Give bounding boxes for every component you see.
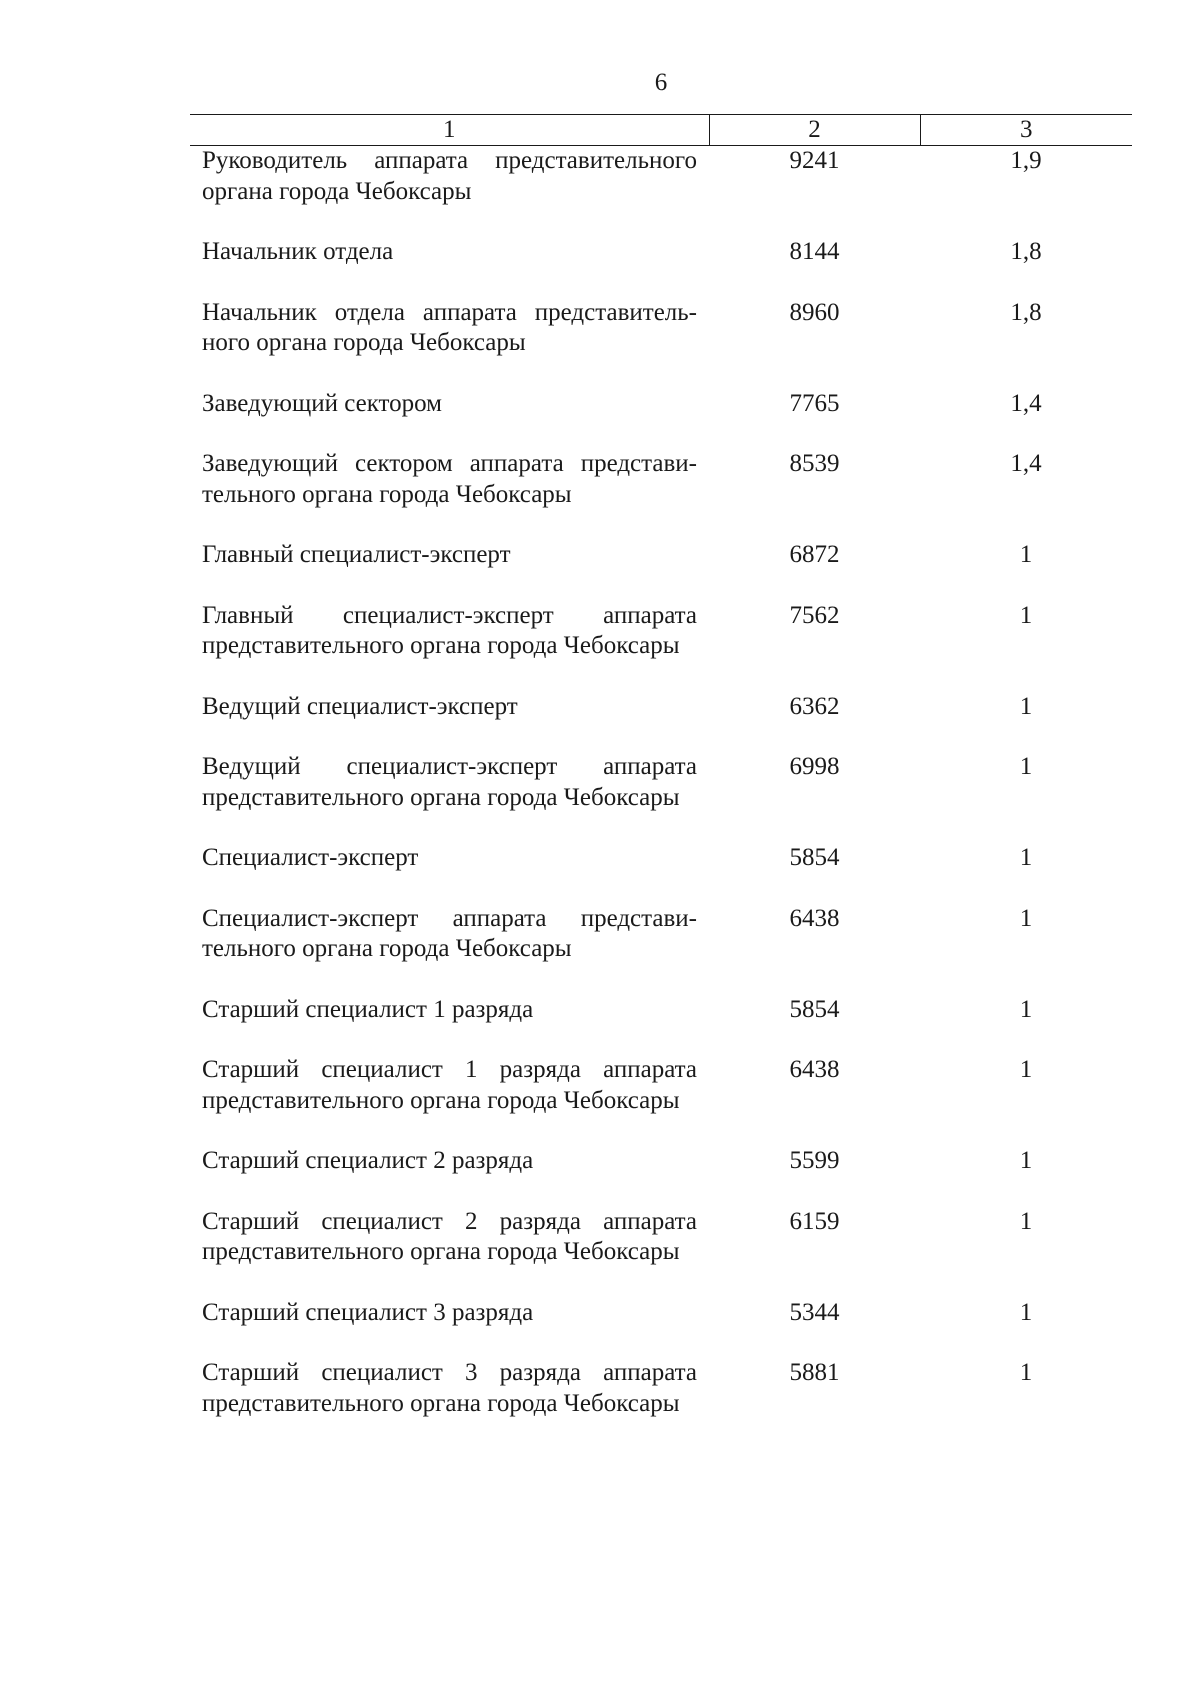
salary-table <box>190 114 1132 1449</box>
position-name: Специалист-эксперт аппарата представительного органа города Чебоксары <box>202 904 697 962</box>
salary-value: 6362 <box>789 692 840 720</box>
position-name: Начальник отдела аппарата представительного органа города Чебоксары <box>202 298 697 356</box>
table-row <box>190 1207 1132 1298</box>
salary-value: 8144 <box>789 238 840 265</box>
page-number: 6 <box>654 69 668 96</box>
position-name: Ведущий специалист-эксперт аппарата представительного органа города Чебоксары <box>202 753 697 811</box>
table-row <box>190 1358 1132 1449</box>
coefficient-value: 1,4 <box>1010 389 1042 417</box>
column-header-2: 2 <box>709 115 920 146</box>
coefficient-value: 1,8 <box>1010 298 1042 326</box>
table-body <box>190 146 1132 1450</box>
coefficient-value: 1 <box>1019 1147 1033 1174</box>
table-row <box>190 601 1132 692</box>
position-name: Главный специалист-эксперт аппарата представительного органа города Чебоксары <box>202 601 697 659</box>
column-header-3: 3 <box>920 115 1132 146</box>
table-row <box>190 298 1132 389</box>
coefficient-value: 1 <box>1019 1056 1033 1083</box>
table-row <box>190 692 1132 753</box>
coefficient-value: 1 <box>1019 1207 1033 1235</box>
position-name: Начальник отдела <box>202 238 394 265</box>
coefficient-value: 1 <box>1019 753 1033 780</box>
table-row <box>190 752 1132 843</box>
coefficient-value: 1 <box>1019 692 1033 720</box>
column-header-1: 1 <box>190 115 709 146</box>
position-name: Старший специалист 2 разряда аппарата представительного органа города Чебоксары <box>202 1207 697 1265</box>
salary-value: 5854 <box>789 995 840 1023</box>
position-name: Руководитель аппарата представительного органа города Чебоксары <box>202 147 697 205</box>
table-row <box>190 389 1132 450</box>
coefficient-value: 1 <box>1019 541 1033 568</box>
coefficient-value: 1,4 <box>1010 450 1042 477</box>
coefficient-value: 1,9 <box>1010 147 1042 174</box>
position-name: Ведущий специалист-эксперт <box>202 692 518 720</box>
table-row <box>190 843 1132 904</box>
coefficient-value: 1 <box>1019 995 1033 1023</box>
salary-value: 5599 <box>789 1147 840 1174</box>
table-row <box>190 1146 1132 1207</box>
salary-value: 7765 <box>789 389 840 417</box>
table-row <box>190 540 1132 601</box>
position-name: Заведующий сектором <box>202 389 442 417</box>
coefficient-value: 1 <box>1019 904 1033 932</box>
table-row <box>190 146 1132 238</box>
coefficient-value: 1 <box>1019 1359 1033 1386</box>
position-name: Старший специалист 2 разряда <box>202 1147 534 1174</box>
salary-value: 8960 <box>789 298 840 326</box>
position-name: Заведующий сектором аппарата представительного органа города Чебоксары <box>202 450 697 508</box>
position-name: Старший специалист 3 разряда <box>202 1298 534 1326</box>
table-header <box>190 115 1132 146</box>
position-name: Старший специалист 1 разряда <box>202 995 534 1023</box>
table-row <box>190 904 1132 995</box>
table-row <box>190 1055 1132 1146</box>
coefficient-value: 1,8 <box>1010 238 1042 265</box>
table-row <box>190 995 1132 1056</box>
coefficient-value: 1 <box>1019 844 1033 871</box>
coefficient-value: 1 <box>1019 601 1033 629</box>
salary-value: 6872 <box>789 541 840 568</box>
salary-value: 5854 <box>789 844 840 871</box>
salary-value: 7562 <box>789 601 840 629</box>
salary-value: 5881 <box>789 1359 840 1386</box>
table-row <box>190 449 1132 540</box>
header-row <box>190 115 1132 146</box>
table-row <box>190 1298 1132 1359</box>
salary-value: 6438 <box>789 904 840 932</box>
table-row <box>190 237 1132 298</box>
position-name: Главный специалист-эксперт <box>202 541 511 568</box>
position-name: Старший специалист 3 разряда аппарата представительного органа города Чебоксары <box>202 1359 697 1417</box>
salary-value: 6438 <box>789 1056 840 1083</box>
salary-value: 9241 <box>789 147 840 174</box>
position-name: Старший специалист 1 разряда аппарата представительного органа города Чебоксары <box>202 1056 697 1114</box>
coefficient-value: 1 <box>1019 1298 1033 1326</box>
salary-value: 8539 <box>789 450 840 477</box>
position-name: Специалист-эксперт <box>202 844 419 871</box>
salary-value: 6159 <box>789 1207 840 1235</box>
salary-value: 6998 <box>789 753 840 780</box>
salary-value: 5344 <box>789 1298 840 1326</box>
